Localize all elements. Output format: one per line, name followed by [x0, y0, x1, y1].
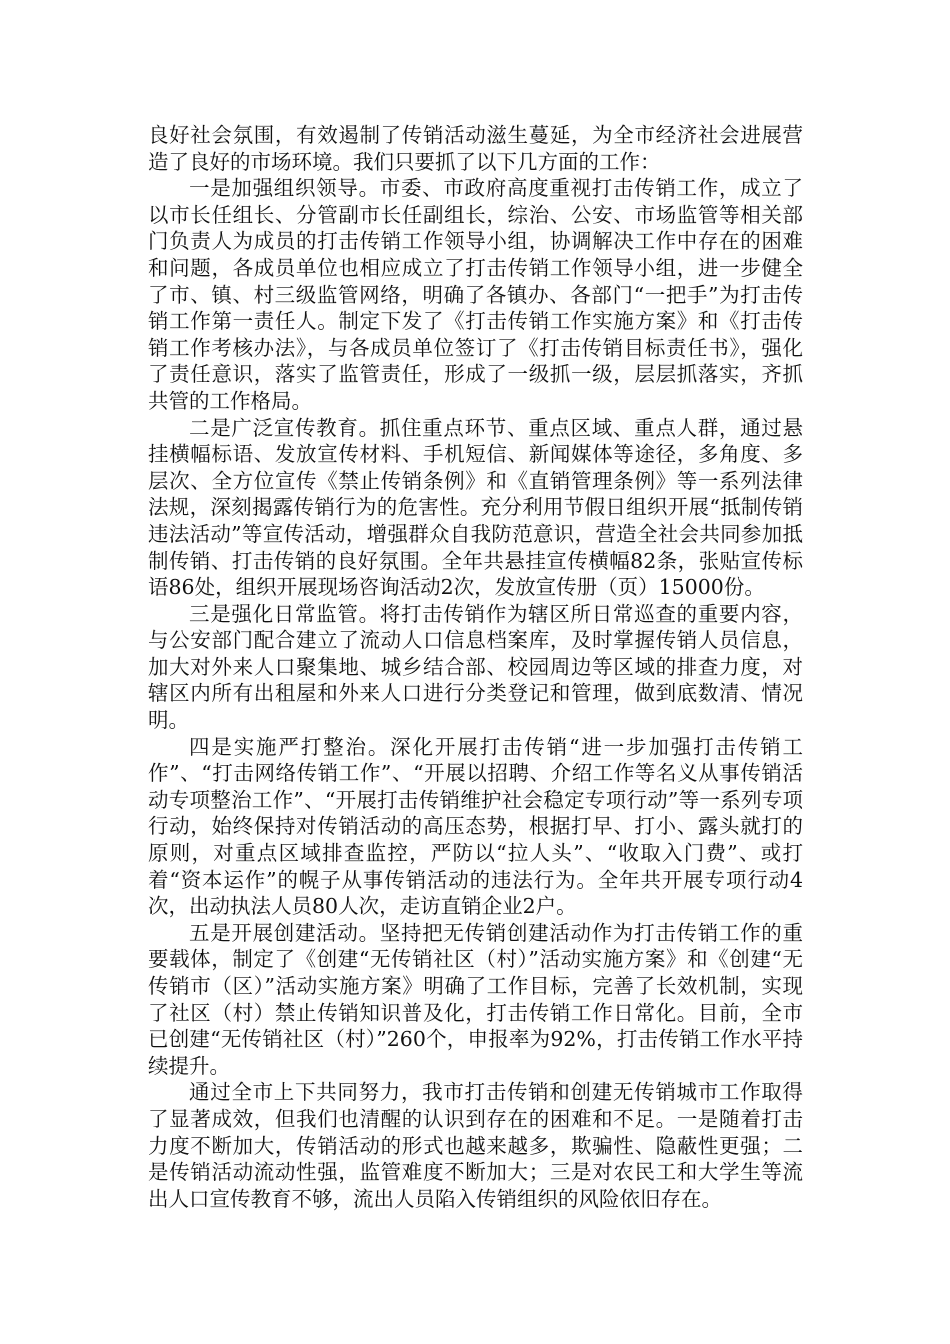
paragraph-daily-supervision: 三是强化日常监管。将打击传销作为辖区所日常巡查的重要内容，与公安部门配合建立了流动人口信息档案库，及时掌握传销人员信息，加大对外来人口聚集地、城乡结合部、校园周边等区域的排查力度，对辖区内所有出租屋和外来人口进行分类登记和管理，做到底数清、情况明。: [148, 601, 803, 733]
paragraph-crackdown: 四是实施严打整治。深化开展打击传销“进一步加强打击传销工作”、“打击网络传销工作”、“开展以招聘、介绍工作等名义从事传销活动专项整治工作”、“开展打击传销维护社会稳定专项行动”等一系列专项行动，始终保持对传销活动的高压态势，根据打早、打小、露头就打的原则，对重点区域排查监控，严防以“拉人头”、“收取入门费”、或打着“资本运作”的幌子从事传销活动的违法行为。全年共开展专项行动4次，出动执法人员80人次，走访直销企业2户。: [148, 734, 803, 919]
paragraph-organization-leadership: 一是加强组织领导。市委、市政府高度重视打击传销工作，成立了以市长任组长、分管副市长任副组长，综治、公安、市场监管等相关部门负责人为成员的打击传销工作领导小组，协调解决工作中存在的困难和问题，各成员单位也相应成立了打击传销工作领导小组，进一步健全了市、镇、村三级监管网络，明确了各镇办、各部门“一把手”为打击传销工作第一责任人。制定下发了《打击传销工作实施方案》和《打击传销工作考核办法》，与各成员单位签订了《打击传销目标责任书》，强化了责任意识，落实了监管责任，形成了一级抓一级，层层抓落实，齐抓共管的工作格局。: [148, 176, 803, 413]
paragraph-publicity-education: 二是广泛宣传教育。抓住重点环节、重点区域、重点人群，通过悬挂横幅标语、发放宣传材料、手机短信、新闻媒体等途径，多角度、多层次、全方位宣传《禁止传销条例》和《直销管理条例》等一系列法律法规，深刻揭露传销行为的危害性。充分利用节假日组织开展“抵制传销违法活动”等宣传活动，增强群众自我防范意识，营造全社会共同参加抵制传销、打击传销的良好氛围。全年共悬挂宣传横幅82条，张贴宣传标语86处，组织开展现场咨询活动2次，发放宣传册（页）15000份。: [148, 415, 803, 600]
paragraph-creation-activities: 五是开展创建活动。坚持把无传销创建活动作为打击传销工作的重要载体，制定了《创建“无传销社区（村）”活动实施方案》和《创建“无传销市（区）”活动实施方案》明确了工作目标，完善了长效机制，实现了社区（村）禁止传销知识普及化，打击传销工作日常化。目前，全市已创建“无传销社区（村）”260个，申报率为92%，打击传销工作水平持续提升。: [148, 920, 803, 1078]
paragraph-intro: 良好社会氛围，有效遏制了传销活动滋生蔓延，为全市经济社会进展营造了良好的市场环境。我们只要抓了以下几方面的工作：: [148, 123, 803, 174]
paragraph-conclusion: 通过全市上下共同努力，我市打击传销和创建无传销城市工作取得了显著成效，但我们也清醒的认识到存在的困难和不足。一是随着打击力度不断加大，传销活动的形式也越来越多，欺骗性、隐蔽性更强；二是传销活动流动性强，监管难度不断加大；三是对农民工和大学生等流出人口宣传教育不够，流出人员陷入传销组织的风险依旧存在。: [148, 1080, 803, 1211]
document-body: [148, 122, 803, 1212]
